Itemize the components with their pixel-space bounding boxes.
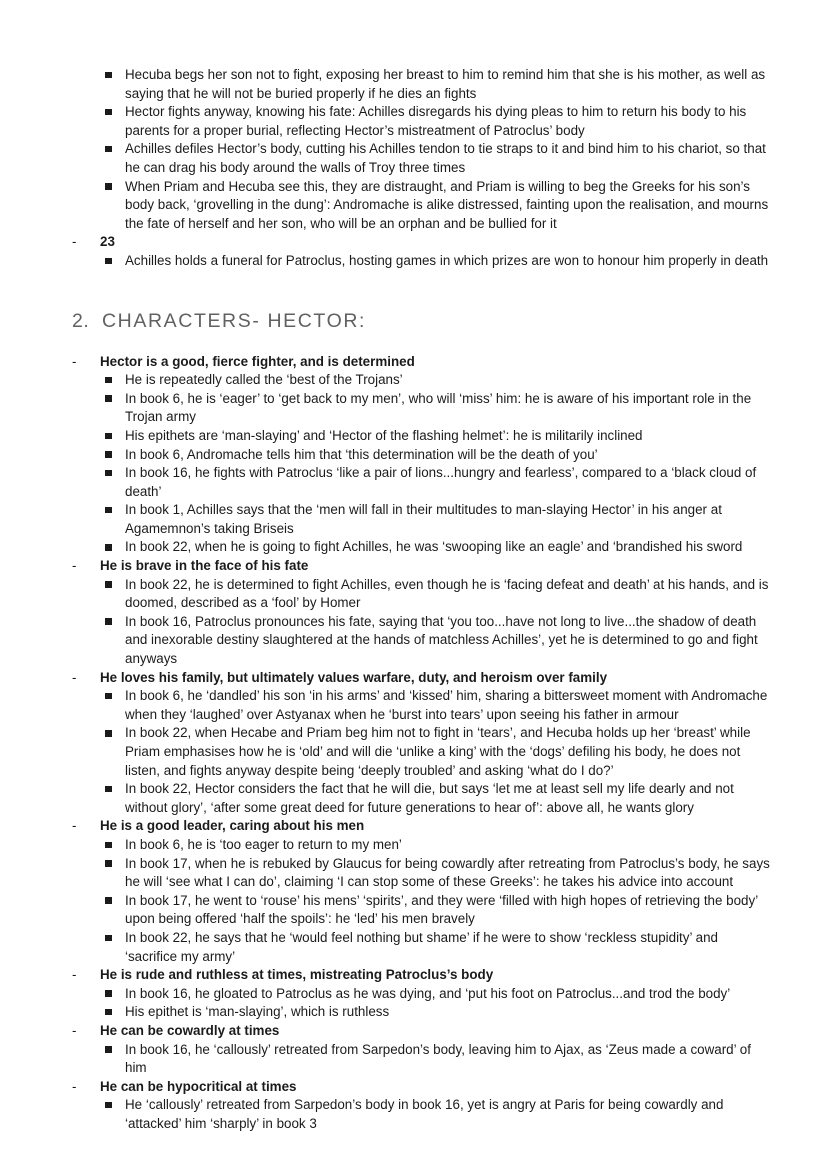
bullet-list-item <box>72 929 770 966</box>
bullet-list-item <box>72 501 770 538</box>
bullet-list-item <box>72 855 770 892</box>
bullet-list-item <box>72 390 770 427</box>
square-bullet-icon <box>105 470 112 477</box>
item-text: His epithets are ‘man-slaying’ and ‘Hector of the flashing helmet’: he is militarily inclined <box>125 427 643 443</box>
item-text: Hecuba begs her son not to fight, exposing her breast to him to remind him that she is his mother, as well as saying that he will not be buried properly if he dies an fights <box>125 67 766 101</box>
item-text: In book 22, he is determined to fight Achilles, even though he is ‘facing defeat and death’ at his hands, and is doomed, described as a ‘fool’ by Homer <box>125 576 769 611</box>
dash-marker: - <box>72 353 77 369</box>
bullet-list-item <box>72 1041 770 1078</box>
dash-marker: - <box>72 967 77 983</box>
bullet-list-item <box>72 613 770 669</box>
item-text: In book 22, when Hecabe and Priam beg him not to fight in ‘tears’, and Hecuba holds up her ‘breast’ while Priam emphasises how he is ‘old’ and will die ‘unlike a king’ with the ‘dogs’ defiling his body, he does not listen, and fights anyway despite being ‘deeply troubled’ and asking ‘what do I do?’ <box>125 725 751 778</box>
item-text: He can be cowardly at times <box>100 1022 280 1038</box>
dash-list-item <box>72 353 770 372</box>
item-text: His epithet is ‘man-slaying’, which is ruthless <box>125 1004 390 1020</box>
bullet-list-item <box>72 371 770 390</box>
item-text: He is a good leader, caring about his men <box>100 818 365 834</box>
dash-marker: - <box>72 234 77 250</box>
item-text: In book 6, he ‘dandled’ his son ‘in his arms’ and ‘kissed’ him, sharing a bittersweet moment with Andromache when they ‘laughed’ over Astyanax when he ‘burst into tears’ upon seeing his father in armour <box>125 688 768 722</box>
square-bullet-icon <box>105 860 112 867</box>
square-bullet-icon <box>105 433 112 440</box>
item-text: He is rude and ruthless at times, mistreating Patroclus’s body <box>100 967 494 983</box>
item-text: In book 6, Andromache tells him that ‘this determination will be the death of you’ <box>125 446 598 462</box>
square-bullet-icon <box>105 581 112 588</box>
square-bullet-icon <box>105 1102 112 1109</box>
item-text: Achilles holds a funeral for Patroclus, hosting games in which prizes are won to honour him properly in death <box>125 252 769 268</box>
square-bullet-icon <box>105 146 112 153</box>
document-content <box>72 66 770 1133</box>
square-bullet-icon <box>105 544 112 551</box>
square-bullet-icon <box>105 990 112 997</box>
square-bullet-icon <box>105 507 112 514</box>
square-bullet-icon <box>105 897 112 904</box>
square-bullet-icon <box>105 377 112 384</box>
bullet-list-item <box>72 427 770 446</box>
item-text: In book 22, when he is going to fight Achilles, he was ‘swooping like an eagle’ and ‘brandished his sword <box>125 539 743 555</box>
item-text: 23 <box>100 234 115 250</box>
square-bullet-icon <box>105 842 112 849</box>
bullet-list-item <box>72 1003 770 1022</box>
dash-marker: - <box>72 818 77 834</box>
square-bullet-icon <box>105 1046 112 1053</box>
square-bullet-icon <box>105 451 112 458</box>
item-text: In book 17, when he is rebuked by Glaucus for being cowardly after retreating from Patroclus’s body, he says he will ‘see what I can do’, claiming ‘I can stop some of these Greeks’: he takes his advice into account <box>125 855 770 890</box>
item-text: In book 22, he says that he ‘would feel nothing but shame’ if he were to show ‘reckless stupidity’ and ‘sacrifice my army’ <box>125 929 718 964</box>
dash-marker: - <box>72 558 77 574</box>
item-text: In book 16, he ‘callously’ retreated from Sarpedon’s body, leaving him to Ajax, as ‘Zeus made a coward’ of him <box>125 1041 751 1076</box>
section-heading <box>72 309 770 333</box>
bullet-list-item <box>72 724 770 780</box>
dash-marker: - <box>72 669 77 685</box>
square-bullet-icon <box>105 693 112 700</box>
square-bullet-icon <box>105 786 112 793</box>
square-bullet-icon <box>105 183 112 190</box>
item-text: He loves his family, but ultimately values warfare, duty, and heroism over family <box>100 669 608 685</box>
square-bullet-icon <box>105 395 112 402</box>
bullet-list-item <box>72 576 770 613</box>
item-text: In book 6, he is ‘too eager to return to my men’ <box>125 836 402 852</box>
item-text: Achilles defiles Hector’s body, cutting his Achilles tendon to tie straps to it and bind him to his chariot, so that he can drag his body around the walls of Troy three times <box>125 141 766 175</box>
square-bullet-icon <box>105 109 112 116</box>
item-text: In book 16, he gloated to Patroclus as he was dying, and ‘put his foot on Patroclus...and trod the body’ <box>125 985 731 1001</box>
item-text: He ‘callously’ retreated from Sarpedon’s body in book 16, yet is angry at Paris for being cowardly and ‘attacked’ him ‘sharply’ in book 3 <box>125 1097 724 1131</box>
square-bullet-icon <box>105 730 112 737</box>
bullet-list-item <box>72 446 770 465</box>
bullet-list-item <box>72 892 770 929</box>
bullet-list-item <box>72 1096 770 1133</box>
bullet-list-item <box>72 140 770 177</box>
bullet-list-item <box>72 687 770 724</box>
item-text: Hector is a good, fierce fighter, and is determined <box>100 353 415 369</box>
item-text: In book 22, Hector considers the fact that he will die, but says ‘let me at least sell my life dearly and not without glory’, ‘after some great deed for future generations to hear of’: above all, he wants glory <box>125 781 734 815</box>
bullet-list-item <box>72 985 770 1004</box>
dash-marker: - <box>72 1022 77 1038</box>
item-text: In book 1, Achilles says that the ‘men will fall in their multitudes to man-slaying Hector’ in his anger at Agamemnon’s taking Briseis <box>125 502 722 536</box>
item-text: Hector fights anyway, knowing his fate: Achilles disregards his dying pleas to him to return his body to his parents for a proper burial, reflecting Hector’s mistreatment of Patroclus’ body <box>125 104 747 138</box>
item-text: In book 16, he fights with Patroclus ‘like a pair of lions...hungry and fearless’, compared to a ‘black cloud of death’ <box>125 465 757 499</box>
dash-list-item <box>72 966 770 985</box>
dash-list-item <box>72 1022 770 1041</box>
heading-number: 2. <box>72 309 90 332</box>
item-text: He is repeatedly called the ‘best of the Trojans’ <box>125 372 403 388</box>
square-bullet-icon <box>105 1009 112 1016</box>
item-text: He can be hypocritical at times <box>100 1078 297 1094</box>
item-text: When Priam and Hecuba see this, they are distraught, and Priam is willing to beg the Greeks for his son’s body back, ‘grovelling in the dung’: Andromache is alike distressed, fainting upon the realisation, and mourns the fate of herself and her son, who will be an orphan and be bullied for it <box>125 178 769 231</box>
square-bullet-icon <box>105 72 112 79</box>
bullet-list-item <box>72 538 770 557</box>
bullet-list-item <box>72 252 770 271</box>
bullet-list-item <box>72 103 770 140</box>
dash-list-item <box>72 233 770 252</box>
dash-list-item <box>72 1078 770 1097</box>
dash-marker: - <box>72 1078 77 1094</box>
item-text: In book 6, he is ‘eager’ to ‘get back to my men’, who will ‘miss’ him: he is aware of his important role in the Trojan army <box>125 390 752 425</box>
item-text: In book 17, he went to ‘rouse’ his mens’ ‘spirits’, and they were ‘filled with high hopes of retrieving the body’ upon being offered ‘half the spoils’: he ‘led’ his men bravely <box>125 892 758 927</box>
bullet-list-item <box>72 836 770 855</box>
dash-list-item <box>72 557 770 576</box>
square-bullet-icon <box>105 258 112 265</box>
heading-text: CHARACTERS- HECTOR: <box>102 309 367 332</box>
dash-list-item <box>72 669 770 688</box>
bullet-list-item <box>72 464 770 501</box>
square-bullet-icon <box>105 935 112 942</box>
bullet-list-item <box>72 178 770 234</box>
item-text: In book 16, Patroclus pronounces his fate, saying that ‘you too...have not long to live...the shadow of death and inexorable destiny slaughtered at the hands of matchless Achilles’, yet he is determined to go and fight anyways <box>125 613 758 667</box>
dash-list-item <box>72 817 770 836</box>
item-text: He is brave in the face of his fate <box>100 558 309 574</box>
square-bullet-icon <box>105 618 112 625</box>
bullet-list-item <box>72 780 770 817</box>
bullet-list-item <box>72 66 770 103</box>
